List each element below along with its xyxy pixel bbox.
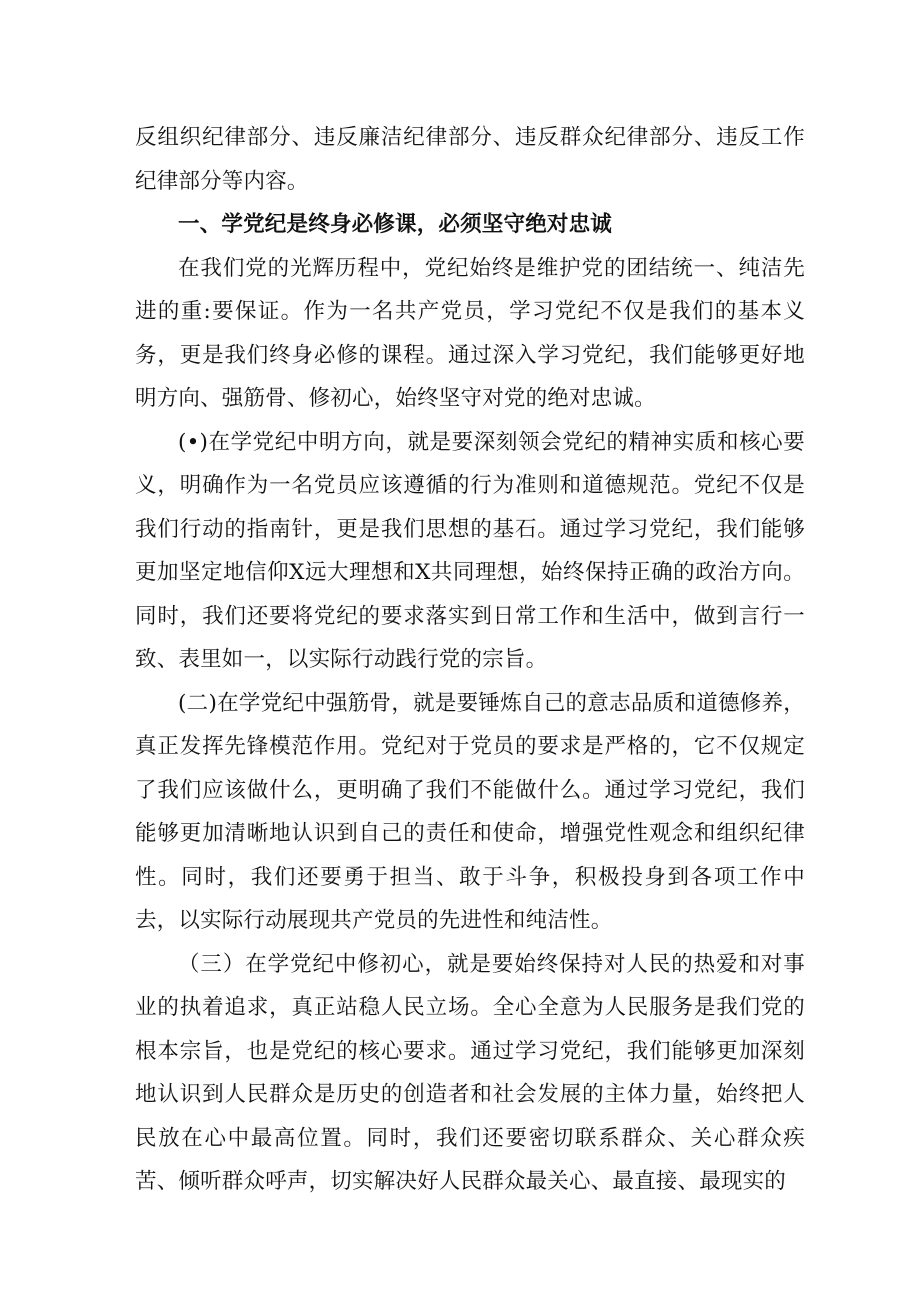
- document-body: [135, 116, 805, 1204]
- intro-paragraph: 在我们党的光辉历程中，党纪始终是维护党的团结统一、纯洁先进的重:要保证。作为一名共产党员，学习党纪不仅是我们的基本义务，更是我们终身必修的课程。通过深入学习党纪，我们能够更好地明方向、强筋骨、修初心，始终坚守对党的绝对忠诚。: [135, 255, 805, 411]
- paragraph-direction: (•)在学党纪中明方向，就是要深刻领会党纪的精神实质和核心要义，明确作为一名党员应该遵循的行为准则和道德规范。党纪不仅是我们行动的指南针，更是我们思想的基石。通过学习党纪，我们能够更加坚定地信仰X远大理想和X共同理想，始终保持正确的政治方向。同时，我们还要将党纪的要求落实到日常工作和生活中，做到言行一致、表里如一，以实际行动践行党的宗旨。: [135, 429, 805, 672]
- paragraph-strength: (二)在学党纪中强筋骨，就是要锤炼自己的意志品质和道德修养，真正发挥先锋模范作用。党纪对于党员的要求是严格的，它不仅规定了我们应该做什么，更明确了我们不能做什么。通过学习党纪，我们能够更加清晰地认识到自己的责任和使命，增强党性观念和组织纪律性。同时，我们还要勇于担当、敢于斗争，积极投身到各项工作中去，以实际行动展现共产党员的先进性和纯洁性。: [135, 690, 805, 933]
- paragraph-original-aspiration: （三）在学党纪中修初心，就是要始终保持对人民的热爱和对事业的执着追求，真正站稳人民立场。全心全意为人民服务是我们党的根本宗旨，也是党纪的核心要求。通过学习党纪，我们能够更加深刻地认识到人民群众是历史的创造者和社会发展的主体力量，始终把人民放在心中最高位置。同时，我们还要密切联系群众、关心群众疾苦、倾听群众呼声，切实解决好人民群众最关心、最直接、最现实的: [135, 951, 805, 1194]
- section-heading: 一、学党纪是终身必修课，必须坚守绝对忠诚: [178, 212, 613, 237]
- continuation-paragraph: 反组织纪律部分、违反廉洁纪律部分、违反群众纪律部分、违反工作纪律部分等内容。: [135, 125, 805, 194]
